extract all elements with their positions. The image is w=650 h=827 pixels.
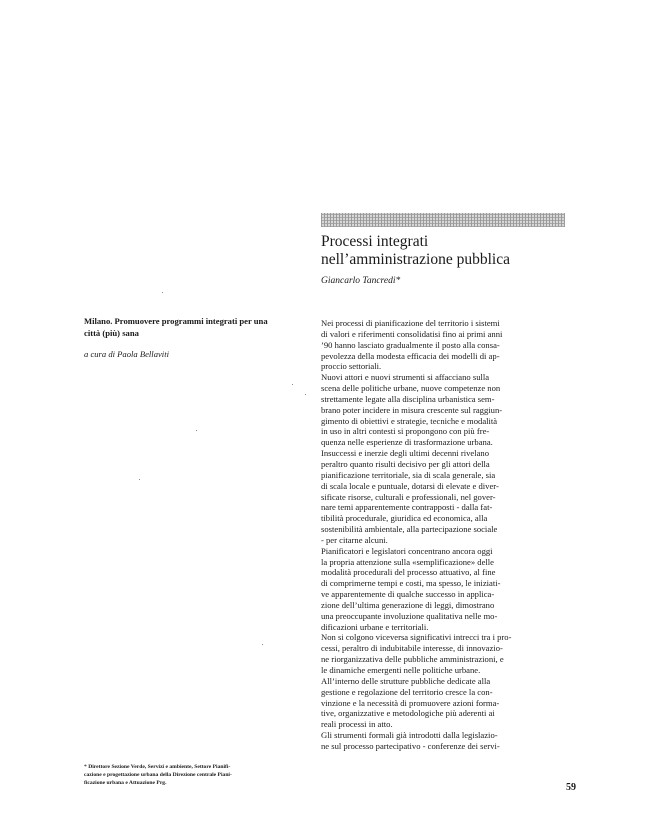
body-line: Nei processi di pianificazione del territorio i sistemi: [321, 318, 500, 328]
body-line: zione dell’ultima generazione di leggi, dimostrano: [321, 599, 495, 610]
body-line: le dinamiche emergenti nelle politiche urbane.: [321, 665, 481, 675]
body-line: sificate risorse, culturali e professionali, nel gover-: [321, 491, 496, 502]
body-line: pevolezza della modesta efficacia dei modelli di ap-: [321, 350, 500, 361]
body-line: Nuovi attori e nuovi strumenti si affacciano sulla: [321, 372, 490, 383]
body-line: ne sul processo partecipativo - conferenze dei servi-: [321, 740, 500, 751]
article-author: Giancarlo Tancredi*: [321, 276, 401, 286]
body-line: - per citarne alcuni.: [321, 534, 388, 545]
title-hatch-band: [321, 213, 565, 227]
body-line: gestione e regolazione del territorio cresce la con-: [321, 686, 493, 697]
body-line: Pianificatori e legislatori concentrano ancora oggi: [321, 545, 493, 556]
body-line: vinzione e la necessità di promuovere azioni forma-: [321, 697, 500, 708]
body-line: la propria attenzione sulla «semplificazione» delle: [321, 556, 494, 567]
body-line: tibilità procedurale, giuridica ed economica, alla: [321, 513, 488, 524]
footnote-line: ficazione urbana e Attuazione Prg.: [84, 780, 167, 786]
scan-speck: [196, 430, 197, 431]
body-line: di comprimerne tempi e costi, ma spesso, le iniziati-: [321, 578, 501, 589]
scan-speck: [162, 292, 163, 293]
body-line: quenza nelle esperienze di trasformazione urbana.: [321, 437, 493, 448]
body-line: di valori e riferimenti consolidatisi fino ai primi anni: [321, 328, 503, 339]
footnote-line: cazione e progettazione urbana della Direzione centrale Piani-: [84, 772, 232, 778]
article-title-line-1: Processi integrati: [321, 233, 429, 250]
body-line: proccio settoriali.: [321, 361, 382, 372]
author-footnote: [84, 763, 316, 787]
body-line: ve apparentemente di qualche successo in applica-: [321, 589, 495, 600]
scan-speck: [305, 394, 306, 395]
body-line: nare temi apparentemente contrapposti - dalla fat-: [321, 502, 493, 513]
body-line: strettamente legate alla disciplina urbanistica sem-: [321, 393, 495, 404]
body-line: reali processi in atto.: [321, 719, 393, 730]
body-line: Gli strumenti formali già introdotti dalla legislazio-: [321, 730, 498, 741]
section-title-line-2: città (più) sana: [84, 327, 139, 338]
body-line: dificazioni urbane e territoriali.: [321, 621, 429, 632]
body-line: sostenibilità ambientale, alla partecipazione sociale: [321, 524, 498, 535]
section-title: [84, 316, 314, 339]
body-line: All’interno delle strutture pubbliche dedicate alla: [321, 675, 491, 686]
body-line: una preoccupante involuzione qualitativa nelle mo-: [321, 610, 498, 621]
section-title-line-1: Milano. Promuovere programmi integrati per una: [84, 316, 268, 326]
article-body: [321, 318, 561, 752]
body-line: ne riorganizzativa delle pubbliche amministrazioni, e: [321, 654, 504, 665]
body-line: ’90 hanno lasciato gradualmente il posto alla consa-: [321, 339, 500, 350]
body-line: tive, organizzative e metodologiche più aderenti ai: [321, 708, 495, 719]
footnote-line: * Direttore Sezione Verde, Servizi e ambiente, Settore Pianifi-: [84, 764, 231, 770]
body-line: in uso in altri contesti si propongono con più fre-: [321, 426, 490, 437]
body-line: brano poter incidere in misura crescente sul raggiun-: [321, 404, 503, 415]
article-title-line-2: nell’amministrazione pubblica: [321, 251, 510, 268]
section-curator: a cura di Paola Bellaviti: [84, 349, 169, 359]
body-line: cessi, peraltro di indubitabile interesse, di innovazio-: [321, 643, 503, 654]
body-line: Insuccessi e inerzie degli ultimi decenni rivelano: [321, 448, 489, 459]
page-number: 59: [566, 782, 576, 793]
body-line: gimento di obiettivi e strategie, tecniche e modalità: [321, 415, 498, 426]
article-title: [321, 233, 571, 269]
scan-speck: [262, 644, 263, 645]
scan-speck: [139, 479, 140, 480]
body-line: pianificazione territoriale, sia di scala generale, sia: [321, 469, 496, 480]
body-line: modalità procedurali del processo attuativo, al fine: [321, 567, 496, 578]
body-line: scena delle politiche urbane, nuove competenze non: [321, 383, 501, 394]
body-line: Non si colgono viceversa significativi intrecci tra i pro-: [321, 632, 512, 643]
body-line: di scala locale e puntuale, dotarsi di elevate e diver-: [321, 480, 499, 491]
scan-speck: [292, 384, 293, 385]
body-line: peraltro quanto risulti decisivo per gli attori della: [321, 458, 490, 469]
